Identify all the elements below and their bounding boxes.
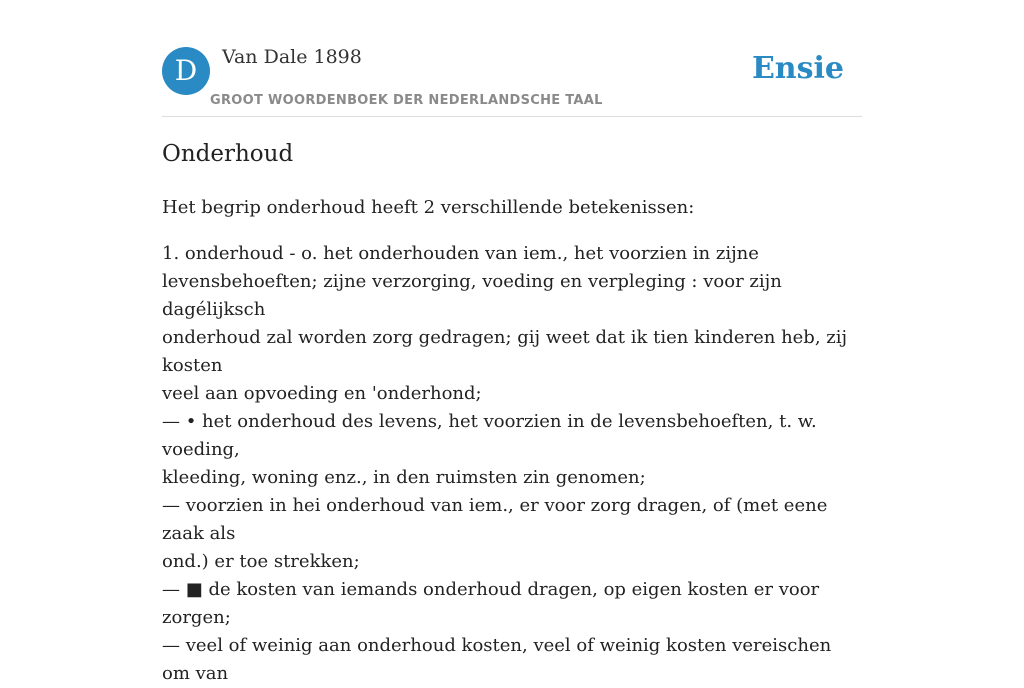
definition-line: — ■ de kosten van iemands onderhoud dragen, op eigen kosten er voor zorgen; [162, 579, 820, 628]
definition-line: — veel of weinig aan onderhoud kosten, veel of weinig kosten vereischen om van [162, 635, 832, 684]
entry-content [162, 138, 862, 688]
definition-line: levensbehoeften; zijne verzorging, voeding en verpleging : voor zijn dagélijksch [162, 271, 782, 320]
dictionary-logo[interactable]: D [162, 47, 210, 95]
definition-line: ond.) er toe strekken; [162, 551, 360, 572]
definition-line: onderhoud zal worden zorg gedragen; gij weet dat ik tien kinderen heb, zij kosten [162, 327, 848, 376]
ensie-brand-link[interactable]: Ensie [751, 51, 844, 86]
entry-intro: Het begrip onderhoud heeft 2 verschillende betekenissen: [162, 197, 695, 218]
definition-line: veel aan opvoeding en 'onderhond; [162, 383, 482, 404]
entry-definition [162, 240, 862, 688]
definition-line: 1. onderhoud - o. het onderhouden van iem., het voorzien in zijne [162, 243, 759, 264]
header [162, 46, 862, 117]
definition-line: — voorzien in hei onderhoud van iem., er voor zorg dragen, of (met eene zaak als [162, 495, 828, 544]
entry-title: Onderhoud [162, 141, 294, 167]
dictionary-title[interactable]: Van Dale 1898 [222, 46, 362, 68]
definition-line: — • het onderhoud des levens, het voorzien in de levensbehoeften, t. w. voeding, [162, 411, 817, 460]
definition-line: kleeding, woning enz., in den ruimsten zin genomen; [162, 467, 646, 488]
dictionary-subtitle: GROOT WOORDENBOEK DER NEDERLANDSCHE TAAL [210, 93, 603, 108]
